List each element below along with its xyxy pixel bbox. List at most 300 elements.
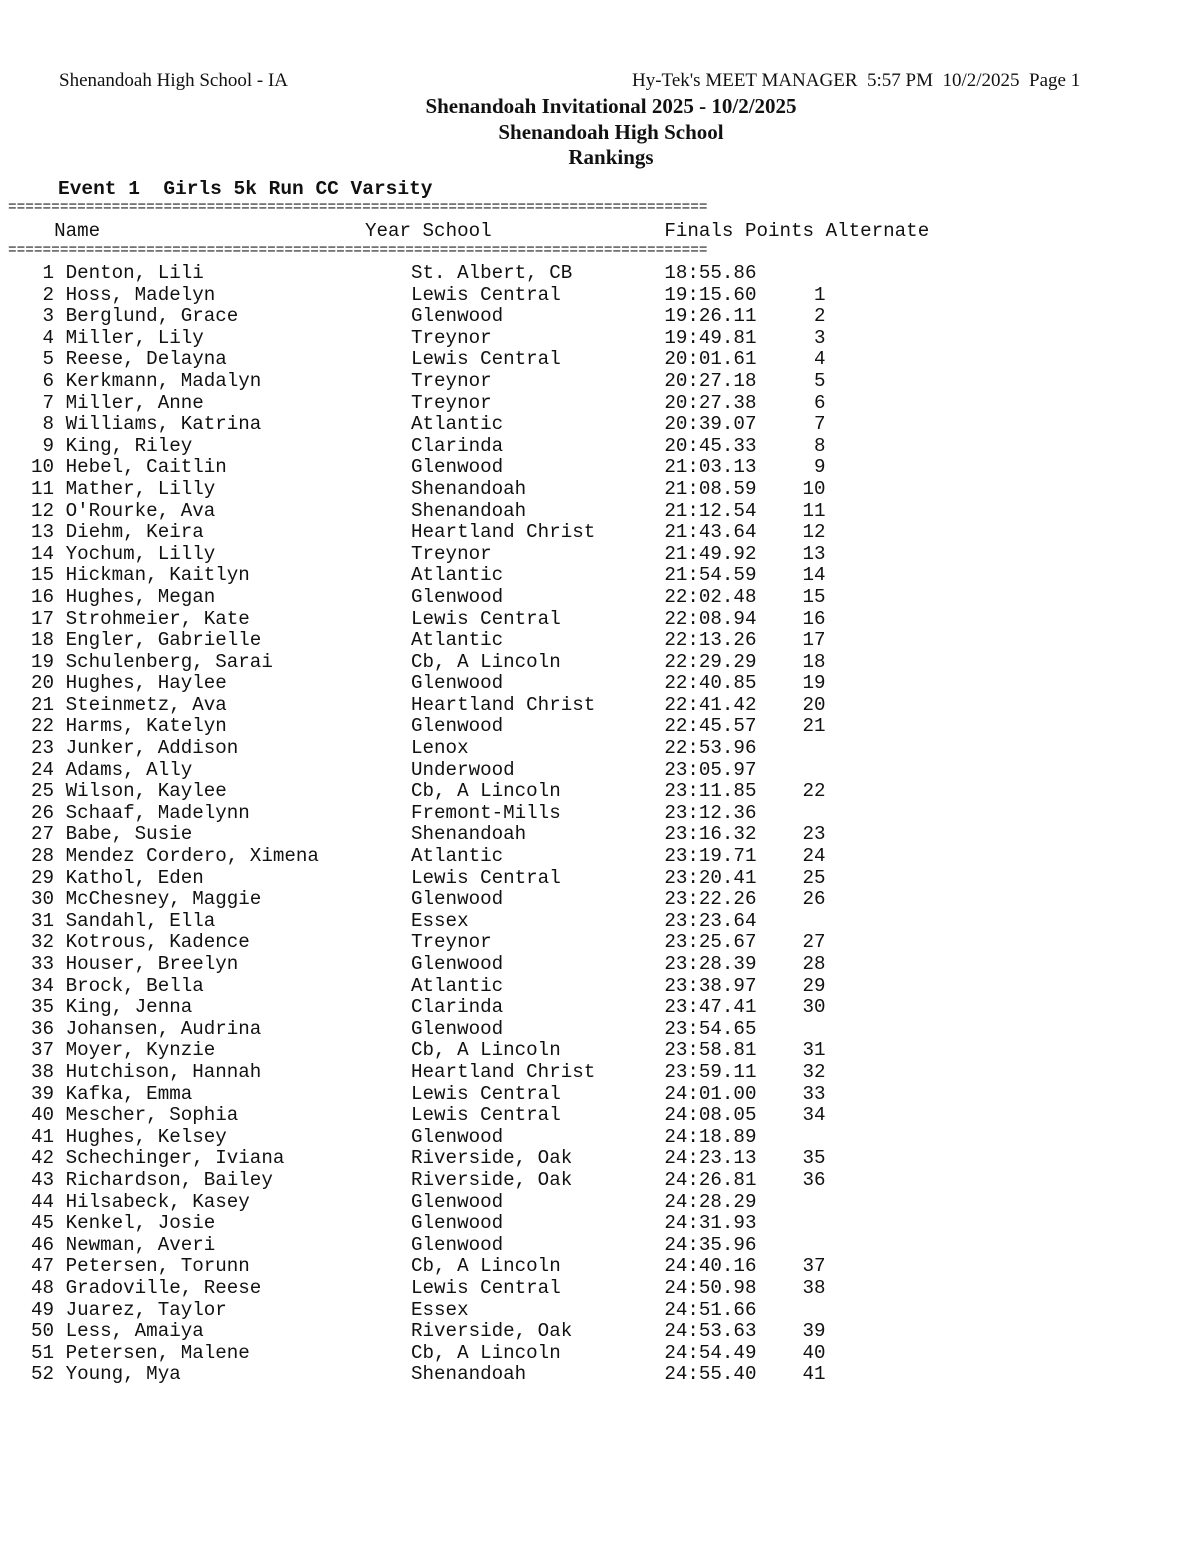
result-row: [8, 306, 826, 328]
result-row: [8, 414, 826, 436]
result-row: [8, 1278, 826, 1300]
result-finals: 23:05.97: [664, 758, 757, 781]
result-place: 7: [8, 391, 55, 414]
result-finals: 24:31.93: [664, 1212, 757, 1235]
event-heading: [58, 178, 432, 200]
result-place: 42: [8, 1147, 55, 1170]
result-place: 12: [8, 499, 55, 522]
result-place: 15: [8, 564, 55, 587]
result-points: 15: [756, 585, 826, 608]
result-name: Kathol, Eden: [65, 866, 412, 889]
result-finals: 21:54.59: [664, 564, 757, 587]
result-name: McChesney, Maggie: [65, 888, 412, 911]
result-school: Shenandoah: [411, 477, 665, 500]
result-row: [8, 1170, 826, 1192]
divider-header: =================================================================================: [8, 243, 708, 259]
result-school: Atlantic: [411, 413, 665, 436]
result-finals: 20:45.33: [664, 434, 757, 457]
result-finals: 21:08.59: [664, 477, 757, 500]
result-row: [8, 911, 826, 933]
result-school: Cb, A Lincoln: [411, 1255, 665, 1278]
result-points: 17: [756, 629, 826, 652]
result-finals: 23:59.11: [664, 1060, 757, 1083]
result-school: Heartland Christ: [411, 1060, 665, 1083]
result-row: [8, 328, 826, 350]
result-school: Cb, A Lincoln: [411, 1039, 665, 1062]
result-name: Petersen, Malene: [65, 1341, 412, 1364]
result-points: 23: [756, 823, 826, 846]
result-row: [8, 285, 826, 307]
result-finals: 21:49.92: [664, 542, 757, 565]
result-row: [8, 393, 826, 415]
result-name: Strohmeier, Kate: [65, 607, 412, 630]
result-name: Moyer, Kynzie: [65, 1039, 412, 1062]
result-row: [8, 587, 826, 609]
result-name: Kotrous, Kadence: [65, 931, 412, 954]
result-finals: 23:22.26: [664, 888, 757, 911]
event-name: Girls 5k Run CC Varsity: [163, 178, 433, 200]
result-place: 25: [8, 780, 55, 803]
result-place: 3: [8, 305, 55, 328]
result-finals: 21:12.54: [664, 499, 757, 522]
result-points: [756, 1299, 825, 1321]
result-place: 6: [8, 369, 55, 392]
result-finals: 24:01.00: [664, 1082, 757, 1105]
result-finals: 23:23.64: [664, 909, 757, 932]
result-row: [8, 954, 826, 976]
result-row: [8, 997, 826, 1019]
result-points: [756, 759, 825, 781]
result-points: 41: [756, 1363, 826, 1386]
result-name: Kerkmann, Madalyn: [65, 369, 412, 392]
result-points: [756, 1212, 825, 1234]
result-row: [8, 1062, 826, 1084]
result-name: Denton, Lili: [65, 262, 412, 284]
result-school: Essex: [411, 909, 665, 932]
result-name: Hughes, Haylee: [65, 672, 412, 695]
result-name: Schechinger, Iviana: [65, 1147, 412, 1170]
result-points: [756, 1234, 825, 1256]
result-school: Lewis Central: [411, 348, 665, 371]
result-row: [8, 1343, 826, 1365]
result-finals: 22:40.85: [664, 672, 757, 695]
result-place: 41: [8, 1125, 55, 1148]
result-place: 51: [8, 1341, 55, 1364]
column-alternate: Alternate: [825, 220, 930, 242]
result-name: O'Rourke, Ava: [65, 499, 412, 522]
result-name: Kenkel, Josie: [65, 1212, 412, 1235]
result-points: [756, 737, 825, 759]
result-name: Less, Amaiya: [65, 1320, 412, 1343]
result-place: 31: [8, 909, 55, 932]
result-points: 28: [756, 953, 826, 975]
result-points: 27: [756, 931, 826, 954]
result-points: 14: [756, 564, 826, 587]
result-place: 29: [8, 866, 55, 889]
result-points: [756, 1191, 825, 1213]
result-school: Glenwood: [411, 953, 665, 975]
result-name: Schaaf, Madelynn: [65, 801, 412, 824]
result-place: 24: [8, 758, 55, 781]
result-school: Heartland Christ: [411, 693, 665, 716]
result-name: Hutchison, Hannah: [65, 1060, 412, 1083]
result-name: Hebel, Caitlin: [65, 456, 412, 479]
result-school: Glenwood: [411, 1017, 665, 1040]
result-row: [8, 1040, 826, 1062]
result-name: Houser, Breelyn: [65, 953, 412, 975]
result-place: 45: [8, 1212, 55, 1235]
result-school: Glenwood: [411, 1212, 665, 1235]
result-school: Treynor: [411, 326, 665, 349]
result-place: 11: [8, 477, 55, 500]
result-school: Clarinda: [411, 996, 665, 1019]
result-school: Shenandoah: [411, 1363, 665, 1386]
result-school: Underwood: [411, 758, 665, 781]
result-place: 37: [8, 1039, 55, 1062]
result-finals: 23:25.67: [664, 931, 757, 954]
result-place: 35: [8, 996, 55, 1019]
result-row: [8, 565, 826, 587]
result-row: [8, 760, 826, 782]
result-row: [8, 1105, 826, 1127]
result-finals: 22:41.42: [664, 693, 757, 716]
result-finals: 23:20.41: [664, 866, 757, 889]
result-name: Engler, Gabrielle: [65, 629, 412, 652]
result-row: [8, 501, 826, 523]
result-finals: 22:13.26: [664, 629, 757, 652]
result-finals: 23:12.36: [664, 801, 757, 824]
result-row: [8, 1019, 826, 1041]
result-points: 24: [756, 845, 826, 868]
result-points: 1: [756, 283, 826, 306]
result-points: 36: [756, 1168, 826, 1191]
result-points: 8: [756, 434, 826, 457]
result-name: Brock, Bella: [65, 974, 412, 997]
result-place: 16: [8, 585, 55, 608]
result-name: Junker, Addison: [65, 737, 412, 760]
result-points: 7: [756, 413, 826, 436]
report-title: Rankings: [568, 145, 654, 169]
result-school: Treynor: [411, 931, 665, 954]
result-points: 31: [756, 1039, 826, 1062]
result-points: 6: [756, 391, 826, 414]
result-place: 9: [8, 434, 55, 457]
result-finals: 24:54.49: [664, 1341, 757, 1364]
result-finals: 24:55.40: [664, 1363, 757, 1386]
result-place: 22: [8, 715, 55, 738]
result-place: 40: [8, 1104, 55, 1127]
column-name: Name: [54, 220, 101, 242]
result-name: Wilson, Kaylee: [65, 780, 412, 803]
result-points: 3: [756, 326, 826, 349]
results-table: [8, 263, 826, 1386]
result-finals: 20:27.38: [664, 391, 757, 414]
result-row: [8, 1321, 826, 1343]
result-school: Treynor: [411, 369, 665, 392]
result-finals: 23:54.65: [664, 1017, 757, 1040]
result-points: 33: [756, 1082, 826, 1105]
result-finals: 19:15.60: [664, 283, 757, 306]
result-school: Glenwood: [411, 456, 665, 479]
result-finals: 24:50.98: [664, 1276, 757, 1299]
result-finals: 23:47.41: [664, 996, 757, 1019]
result-school: Essex: [411, 1298, 665, 1321]
result-row: [8, 1300, 826, 1322]
result-name: Berglund, Grace: [65, 305, 412, 328]
result-name: Hughes, Kelsey: [65, 1125, 412, 1148]
result-points: 29: [756, 974, 826, 997]
result-points: 30: [756, 996, 826, 1019]
meet-title: Shenandoah Invitational 2025 - 10/2/2025: [425, 94, 797, 118]
result-row: [8, 738, 826, 760]
result-row: [8, 1213, 826, 1235]
result-name: Williams, Katrina: [65, 413, 412, 436]
result-row: [8, 1235, 826, 1257]
result-place: 1: [8, 262, 55, 284]
result-place: 48: [8, 1276, 55, 1299]
result-name: Miller, Anne: [65, 391, 412, 414]
result-row: [8, 652, 826, 674]
result-row: [8, 1148, 826, 1170]
result-school: Lewis Central: [411, 1082, 665, 1105]
result-row: [8, 846, 826, 868]
result-points: 40: [756, 1341, 826, 1364]
result-school: Lewis Central: [411, 1104, 665, 1127]
result-points: [756, 910, 825, 932]
result-place: 8: [8, 413, 55, 436]
result-row: [8, 609, 826, 631]
result-points: 21: [756, 715, 826, 738]
result-finals: 23:11.85: [664, 780, 757, 803]
result-row: [8, 781, 826, 803]
result-school: Riverside, Oak: [411, 1320, 665, 1343]
result-school: Cb, A Lincoln: [411, 1341, 665, 1364]
result-school: Lenox: [411, 737, 665, 760]
result-row: [8, 630, 826, 652]
result-points: 18: [756, 650, 826, 673]
result-finals: 23:28.39: [664, 953, 757, 975]
result-points: [756, 1126, 825, 1148]
result-school: Glenwood: [411, 888, 665, 911]
result-place: 20: [8, 672, 55, 695]
result-place: 2: [8, 283, 55, 306]
result-finals: 24:26.81: [664, 1168, 757, 1191]
result-points: 12: [756, 521, 826, 544]
result-finals: 20:39.07: [664, 413, 757, 436]
result-school: Lewis Central: [411, 866, 665, 889]
result-finals: 24:51.66: [664, 1298, 757, 1321]
result-school: Glenwood: [411, 672, 665, 695]
result-school: Glenwood: [411, 1125, 665, 1148]
result-finals: 20:27.18: [664, 369, 757, 392]
result-points: 19: [756, 672, 826, 695]
result-name: Hoss, Madelyn: [65, 283, 412, 306]
result-name: Gradoville, Reese: [65, 1276, 412, 1299]
result-finals: 24:53.63: [664, 1320, 757, 1343]
result-name: Richardson, Bailey: [65, 1168, 412, 1191]
result-row: [8, 1192, 826, 1214]
result-school: Treynor: [411, 542, 665, 565]
result-name: Babe, Susie: [65, 823, 412, 846]
result-school: Shenandoah: [411, 499, 665, 522]
result-points: 9: [756, 456, 826, 479]
result-school: Lewis Central: [411, 1276, 665, 1299]
result-place: 26: [8, 801, 55, 824]
result-finals: 23:19.71: [664, 845, 757, 868]
result-row: [8, 1256, 826, 1278]
result-school: Atlantic: [411, 974, 665, 997]
result-finals: 18:55.86: [664, 262, 757, 284]
result-place: 50: [8, 1320, 55, 1343]
result-points: 13: [756, 542, 826, 565]
result-points: 38: [756, 1276, 826, 1299]
event-label: Event 1: [58, 178, 140, 200]
result-points: [756, 802, 825, 824]
result-place: 30: [8, 888, 55, 911]
result-points: 22: [756, 780, 826, 803]
result-name: Sandahl, Ella: [65, 909, 412, 932]
result-points: 4: [756, 348, 826, 371]
result-row: [8, 976, 826, 998]
venue-title: Shenandoah High School: [498, 119, 724, 144]
result-place: 13: [8, 521, 55, 544]
result-row: [8, 803, 826, 825]
result-place: 38: [8, 1060, 55, 1083]
result-school: Heartland Christ: [411, 521, 665, 544]
result-finals: 22:02.48: [664, 585, 757, 608]
result-place: 49: [8, 1298, 55, 1321]
column-year: Year: [364, 220, 412, 242]
result-finals: 24:08.05: [664, 1104, 757, 1127]
column-school: School: [422, 220, 492, 242]
result-name: Reese, Delayna: [65, 348, 412, 371]
result-school: Riverside, Oak: [411, 1168, 665, 1191]
result-row: [8, 868, 826, 890]
result-finals: 23:16.32: [664, 823, 757, 846]
result-row: [8, 349, 826, 371]
result-finals: 24:23.13: [664, 1147, 757, 1170]
report-titles: [0, 94, 1200, 171]
result-name: Yochum, Lilly: [65, 542, 412, 565]
result-points: [756, 262, 825, 284]
result-finals: 24:18.89: [664, 1125, 757, 1148]
result-place: 21: [8, 693, 55, 716]
result-name: Johansen, Audrina: [65, 1017, 412, 1040]
result-name: Mescher, Sophia: [65, 1104, 412, 1127]
result-points: 32: [756, 1060, 826, 1083]
result-points: 2: [756, 305, 826, 328]
result-school: Glenwood: [411, 1233, 665, 1256]
result-finals: 20:01.61: [664, 348, 757, 371]
result-name: King, Jenna: [65, 996, 412, 1019]
result-row: [8, 457, 826, 479]
header-software-info: Hy-Tek's MEET MANAGER 5:57 PM 10/2/2025 Page 1: [632, 70, 1081, 91]
result-points: 39: [756, 1320, 826, 1343]
result-points: 10: [756, 477, 826, 500]
result-points: 26: [756, 888, 826, 911]
result-place: 19: [8, 650, 55, 673]
result-points: 5: [756, 369, 826, 392]
result-row: [8, 522, 826, 544]
result-name: Hickman, Kaitlyn: [65, 564, 412, 587]
result-row: [8, 479, 826, 501]
result-place: 5: [8, 348, 55, 371]
result-row: [8, 1084, 826, 1106]
result-row: [8, 932, 826, 954]
result-finals: 23:38.97: [664, 974, 757, 997]
result-place: 39: [8, 1082, 55, 1105]
result-place: 27: [8, 823, 55, 846]
result-name: Petersen, Torunn: [65, 1255, 412, 1278]
result-school: Shenandoah: [411, 823, 665, 846]
result-row: [8, 673, 826, 695]
result-school: Glenwood: [411, 585, 665, 608]
result-name: Mendez Cordero, Ximena: [65, 845, 412, 868]
result-points: 25: [756, 866, 826, 889]
result-school: Glenwood: [411, 715, 665, 738]
header-organization: Shenandoah High School - IA: [59, 70, 289, 91]
result-school: Riverside, Oak: [411, 1147, 665, 1170]
result-points: 11: [756, 499, 826, 522]
result-finals: 19:49.81: [664, 326, 757, 349]
result-points: 20: [756, 693, 826, 716]
result-row: [8, 824, 826, 846]
result-place: 10: [8, 456, 55, 479]
result-place: 14: [8, 542, 55, 565]
result-place: 44: [8, 1190, 55, 1213]
result-place: 23: [8, 737, 55, 760]
result-place: 52: [8, 1363, 55, 1386]
result-row: [8, 1127, 826, 1149]
column-header-row: [8, 220, 929, 242]
result-name: Juarez, Taylor: [65, 1298, 412, 1321]
result-points: 16: [756, 607, 826, 630]
result-school: Atlantic: [411, 845, 665, 868]
result-school: Glenwood: [411, 305, 665, 328]
result-name: Schulenberg, Sarai: [65, 650, 412, 673]
result-place: 33: [8, 953, 55, 975]
result-row: [8, 263, 826, 285]
result-school: Lewis Central: [411, 283, 665, 306]
result-name: Steinmetz, Ava: [65, 693, 412, 716]
result-points: 34: [756, 1104, 826, 1127]
column-finals: Finals: [664, 220, 734, 242]
result-school: Cb, A Lincoln: [411, 780, 665, 803]
result-name: Young, Mya: [65, 1363, 412, 1386]
divider-top: =================================================================================: [8, 200, 708, 216]
result-points: [756, 1018, 825, 1040]
result-school: St. Albert, CB: [411, 262, 665, 284]
result-name: Kafka, Emma: [65, 1082, 412, 1105]
result-place: 4: [8, 326, 55, 349]
result-place: 32: [8, 931, 55, 954]
result-place: 47: [8, 1255, 55, 1278]
result-place: 36: [8, 1017, 55, 1040]
result-place: 17: [8, 607, 55, 630]
result-row: [8, 1364, 826, 1386]
result-school: Clarinda: [411, 434, 665, 457]
result-finals: 22:08.94: [664, 607, 757, 630]
result-place: 34: [8, 974, 55, 997]
result-row: [8, 371, 826, 393]
result-row: [8, 436, 826, 458]
result-place: 46: [8, 1233, 55, 1256]
result-name: Adams, Ally: [65, 758, 412, 781]
result-finals: 22:45.57: [664, 715, 757, 738]
result-name: Miller, Lily: [65, 326, 412, 349]
result-row: [8, 889, 826, 911]
result-finals: 19:26.11: [664, 305, 757, 328]
